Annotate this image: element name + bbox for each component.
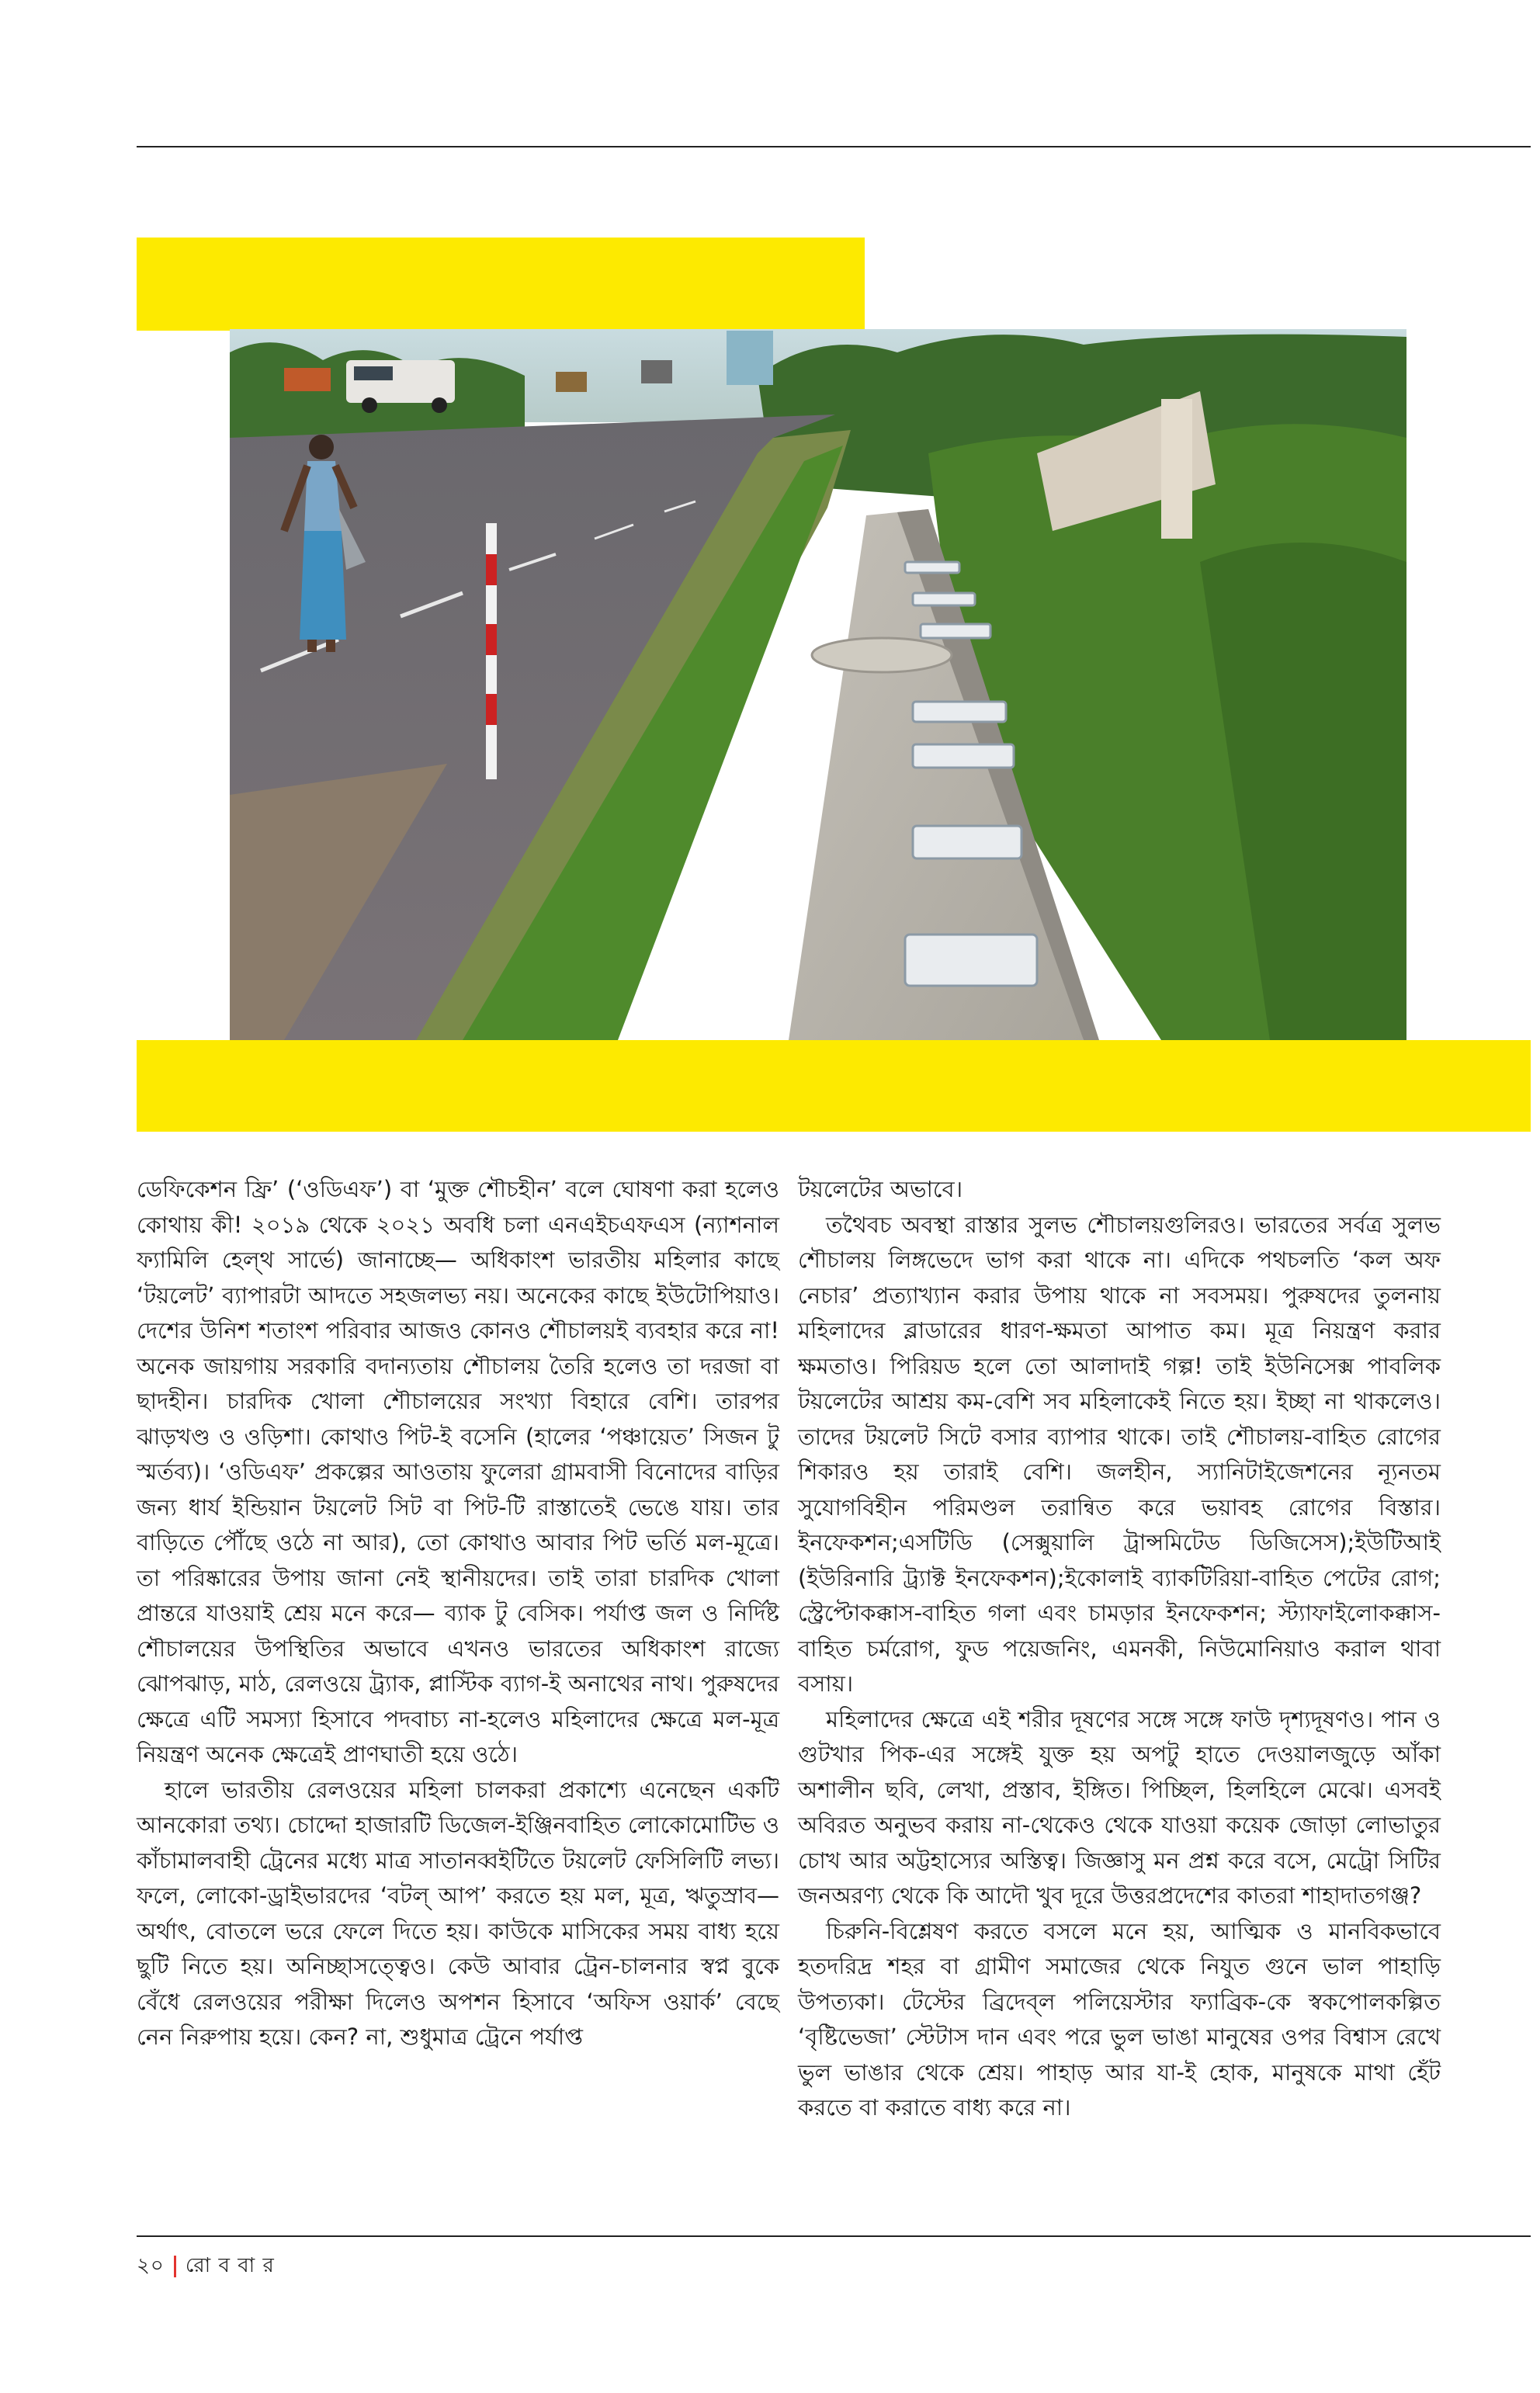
top-rule xyxy=(137,146,1531,147)
article-paragraph: চিরুনি-বিশ্লেষণ করতে বসলে মনে হয়, আত্মিক ও মানবিকভাবে হতদরিদ্র শহর বা গ্রামীণ সমাজের থেকে নিযুত গুনে ভাল পাহাড়ি উপত্যকা। টেস্টের ব্রিদেব্‌ল পলিয়েস্টার ফ্যাব্রিক-কে স্বকপোলকল্পিত ‘বৃষ্টিভেজা’ স্টেটাস দান এবং পরে ভুল ভাঙা মানুষের ওপর বিশ্বাস রেখে ভুল ভাঙার থেকে শ্রেয়। পাহাড় আর যা-ই হোক, মানুষকে মাথা হেঁট করতে বা করাতে বাধ্য করে না। xyxy=(798,1917,1441,2121)
article-column-left xyxy=(137,1172,779,2055)
article-paragraph: মহিলাদের ক্ষেত্রে এই শরীর দূষণের সঙ্গে সঙ্গে ফাউ দৃশ্যদূষণও। পান ও গুটখার পিক-এর সঙ্গেই যুক্ত হয় অপটু হাতে দেওয়ালজুড়ে আঁকা অশালীন ছবি, লেখা, প্রস্তাব, ইঙ্গিত। পিচ্ছিল, হিলহিলে মেঝে। এসবই অবিরত অনুভব করায় না-থেকেও থেকে যাওয়া কয়েক জোড়া লোভাতুর চোখ আর অট্টহাস্যের অস্তিত্ব। জিজ্ঞাসু মন প্রশ্ন করে বসে, মেট্রো সিটির জনঅরণ্য থেকে কি আদৌ খুব দূরে উত্তরপ্রদেশের কাতরা শাহাদাতগঞ্জ? xyxy=(798,1705,1441,1909)
yellow-accent-band xyxy=(137,1040,1531,1132)
article-column-right xyxy=(798,1172,1441,2126)
article-paragraph: হালে ভারতীয় রেলওয়ের মহিলা চালকরা প্রকাশ্যে এনেছেন একটি আনকোরা তথ্য। চোদ্দো হাজারটি ডিজেল-ইঞ্জিনবাহিত লোকোমোটিভ ও কাঁচামালবাহী ট্রেনের মধ্যে মাত্র সাতানব্বইটিতে টয়লেট ফেসিলিটি লভ্য। ফলে, লোকো-ড্রাইভারদের ‘বটল্ আপ’ করতে হয় মল, মূত্র, ঋতুস্রাব— অর্থাৎ, বোতলে ভরে ফেলে দিতে হয়। কাউকে মাসিকের সময় বাধ্য হয়ে ছুটি নিতে হয়। অনিচ্ছাসত্ত্বেও। কেউ আবার ট্রেন-চালনার স্বপ্ন বুকে বেঁধে রেলওয়ের পরীক্ষা দিলেও অপশন হিসাবে ‘অফিস ওয়ার্ক’ বেছে নেন নিরুপায় হয়ে। কেন? না, শুধুমাত্র ট্রেনে পর্যাপ্ত xyxy=(137,1776,779,2050)
bottom-rule xyxy=(137,2235,1531,2237)
page-number: ২০ xyxy=(137,2254,165,2277)
roadside-toilets-photo xyxy=(230,329,1406,1040)
yellow-accent-block xyxy=(137,238,865,331)
footer-separator xyxy=(174,2256,176,2277)
article-paragraph: ডেফিকেশন ফ্রি’ (‘ওডিএফ’) বা ‘মুক্ত শৌচহীন’ বলে ঘোষণা করা হলেও কোথায় কী! ২০১৯ থেকে ২০২১ অবধি চলা এনএইচএফএস (ন্যাশনাল ফ্যামিলি হেল্থ সার্ভে) জানাচ্ছে— অধিকাংশ ভারতীয় মহিলার কাছে ‘টয়লেট’ ব্যাপারটা আদতে সহজলভ্য নয়। অনেকের কাছে ইউটোপিয়াও। দেশের উনিশ শতাংশ পরিবার আজও কোনও শৌচালয়ই ব্যবহার করে না! অনেক জায়গায় সরকারি বদান্যতায় শৌচালয় তৈরি হলেও তা দরজা বা ছাদহীন। চারদিক খোলা শৌচালয়ের সংখ্যা বিহারে বেশি। তারপর ঝাড়খণ্ড ও ওড়িশা। কোথাও পিট-ই বসেনি (হালের ‘পঞ্চায়েত’ সিজন টু স্মর্তব্য)। ‘ওডিএফ’ প্রকল্পের আওতায় ফুলেরা গ্রামবাসী বিনোদের বাড়ির জন্য ধার্য ইন্ডিয়ান টয়লেট সিট বা পিট-টি রাস্তাতেই ভেঙে যায়। তার বাড়িতে পৌঁছে ওঠে না আর), তো কোথাও আবার পিট ভর্তি মল-মূত্রে। তা পরিষ্কারের উপায় জানা নেই স্থানীয়দের। তাই তারা চারদিক খোলা প্রান্তরে যাওয়াই শ্রেয় মনে করে— ব্যাক টু বেসিক। পর্যাপ্ত জল ও নির্দিষ্ট শৌচালয়ের উপস্থিতির অভাবে এখনও ভারতের অধিকাংশ রাজ্যে ঝোপঝাড়, মাঠ, রেলওয়ে ট্র্যাক, প্লাস্টিক ব্যাগ-ই অনাথের নাথ। পুরুষদের ক্ষেত্রে এটি সমস্যা হিসাবে পদবাচ্য না-হলেও মহিলাদের ক্ষেত্রে মল-মূত্র নিয়ন্ত্রণ অনেক ক্ষেত্রেই প্রাণঘাতী হয়ে ওঠে। xyxy=(137,1176,779,1767)
page-footer xyxy=(137,2249,275,2284)
magazine-name: রো ব বা র xyxy=(185,2254,275,2277)
article-paragraph: তথৈবচ অবস্থা রাস্তার সুলভ শৌচালয়গুলিরও। ভারতের সর্বত্র সুলভ শৌচালয় লিঙ্গভেদে ভাগ করা থাকে না। এদিকে পথচলতি ‘কল অফ নেচার’ প্রত্যাখ্যান করার উপায় থাকে না সবসময়। পুরুষদের তুলনায় মহিলাদের ব্লাডারের ধারণ-ক্ষমতা আপাত কম। মূত্র নিয়ন্ত্রণ করার ক্ষমতাও। পিরিয়ড হলে তো আলাদাই গল্প! তাই ইউনিসেক্স পাবলিক টয়লেটের আশ্রয় কম-বেশি সব মহিলাকেই নিতে হয়। ইচ্ছা না থাকলেও। তাদের টয়লেট সিটে বসার ব্যাপার থাকে। তাই শৌচালয়-বাহিত রোগের শিকারও হয় তারাই বেশি। জলহীন, স্যানিটাইজেশনের ন্যূনতম সুযোগবিহীন পরিমণ্ডল তরান্বিত করে ভয়াবহ রোগের বিস্তার। ইনফেকশন;এসটিডি (সেক্সুয়ালি ট্রান্সমিটেড ডিজিসেস);ইউটিআই (ইউরিনারি ট্র্যাক্ট ইনফেকশন);ইকোলাই ব্যাকটিরিয়া-বাহিত পেটের রোগ; স্ট্রেপ্টোকক্কাস-বাহিত গলা এবং চামড়ার ইনফেকশন; স্ট্যাফাইলোকক্কাস-বাহিত চর্মরোগ, ফুড পয়েজনিং, এমনকী, নিউমোনিয়াও করাল থাবা বসায়। xyxy=(798,1211,1441,1697)
article-paragraph: টয়লেটের অভাবে। xyxy=(798,1176,963,1202)
